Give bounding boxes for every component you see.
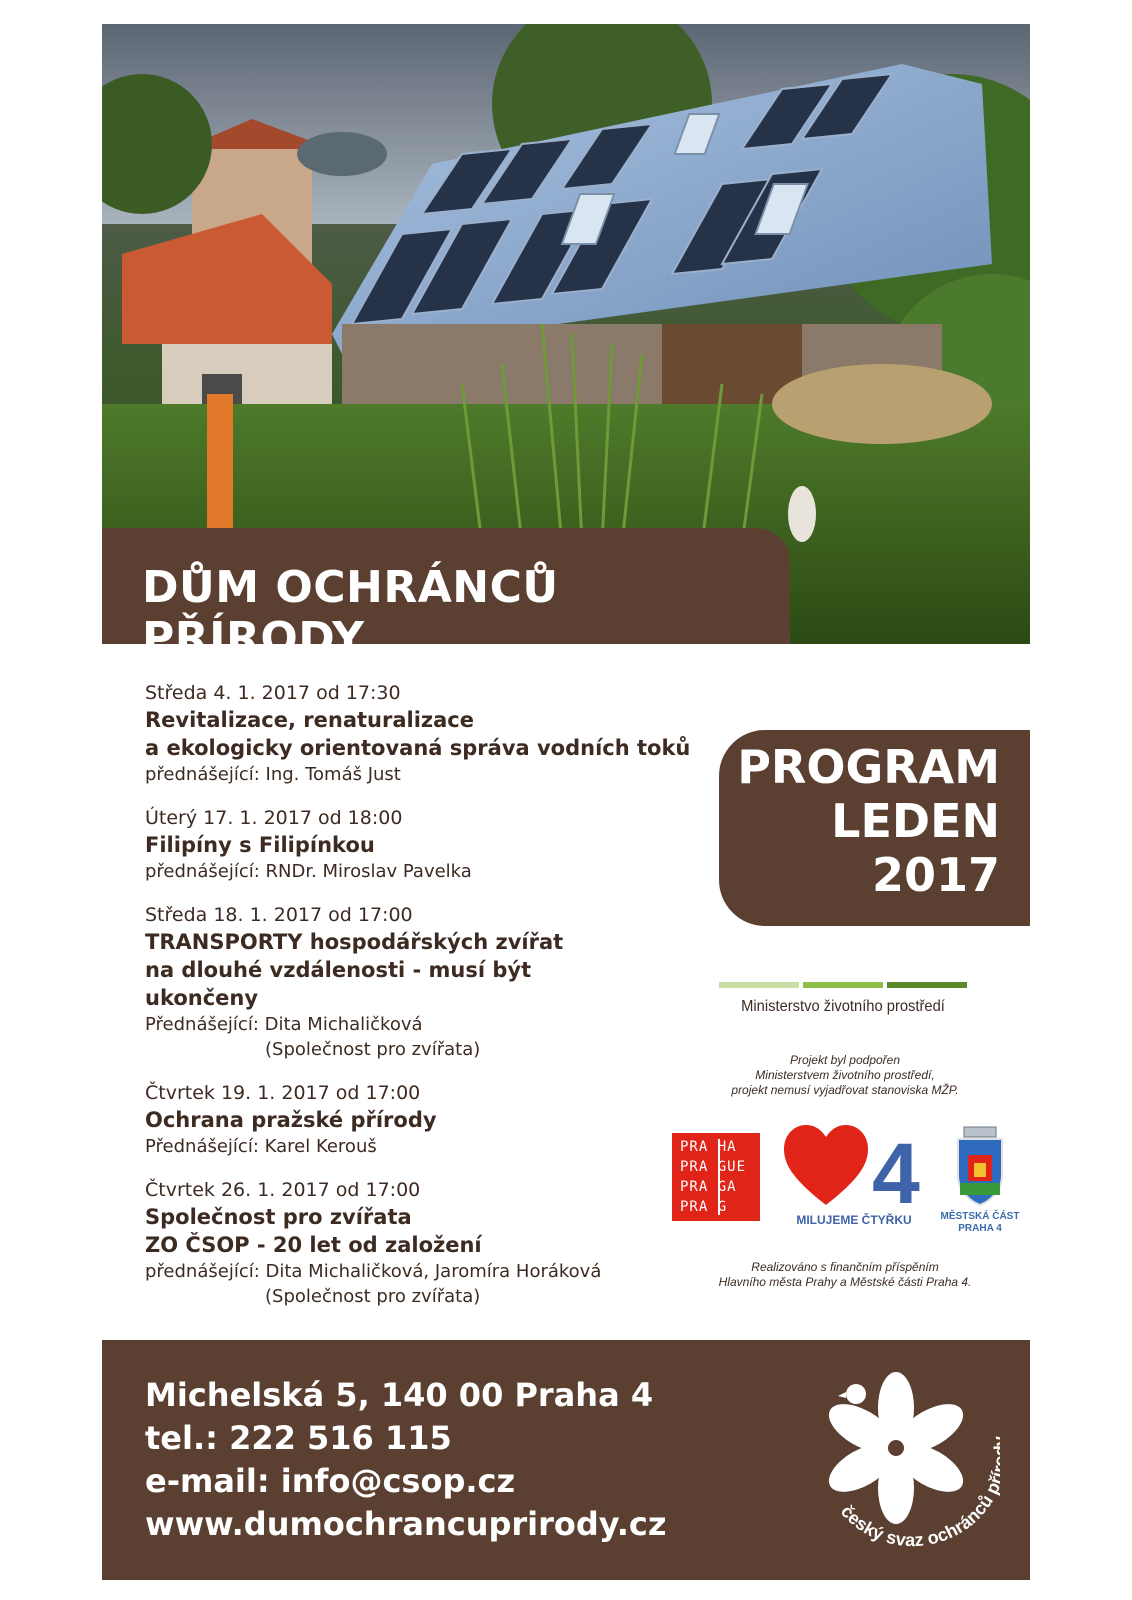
event-item	[145, 680, 705, 787]
praha-logo	[672, 1133, 760, 1221]
event-item	[145, 1177, 705, 1309]
website-link[interactable]: www.dumochrancuprirody.cz	[145, 1505, 667, 1543]
event-date: Středa 18. 1. 2017 od 17:00	[145, 904, 413, 926]
event-title: TRANSPORTY hospodářských zvířat	[145, 930, 564, 954]
email-link[interactable]: e-mail: info@csop.cz	[145, 1462, 516, 1500]
event-date: Čtvrtek 26. 1. 2017 od 17:00	[145, 1179, 421, 1201]
ministry-bar	[719, 982, 799, 988]
support-note	[700, 1053, 990, 1098]
page-title: DŮM OCHRÁNCŮ PŘÍRODY	[142, 562, 559, 664]
event-title: Filipíny s Filipínkou	[145, 833, 375, 857]
event-item	[145, 902, 705, 1062]
ministry-name: Ministerstvo životního prostředí	[741, 998, 945, 1015]
ministry-bar	[887, 982, 967, 988]
program-month: LEDEN	[831, 794, 1000, 848]
support-note-line: Ministerstvem životního prostředí,	[755, 1068, 935, 1082]
ministry-logo	[718, 982, 968, 1016]
contact-block	[145, 1374, 666, 1546]
event-title: Ochrana pražské přírody	[145, 1108, 437, 1132]
milujeme-ctyrku-logo	[784, 1125, 924, 1235]
program-year: 2017	[871, 848, 1000, 902]
ctyrka-label: MILUJEME ČTYŘKU	[796, 1213, 912, 1227]
event-date: Úterý 17. 1. 2017 od 18:00	[145, 807, 403, 829]
title-band	[102, 528, 790, 664]
csop-logo	[800, 1362, 1000, 1562]
phone-text: tel.: 222 516 115	[145, 1419, 452, 1457]
address-text: Michelská 5, 140 00 Praha 4	[145, 1376, 654, 1414]
event-title: ukončeny	[145, 986, 259, 1010]
event-title: ZO ČSOP - 20 let od založení	[145, 1233, 482, 1257]
event-title: Společnost pro zvířata	[145, 1205, 412, 1229]
funding-note-line: Realizováno s finančním příspěním	[751, 1260, 939, 1274]
program-badge	[719, 730, 1030, 926]
support-note-line: Projekt byl podpořen	[789, 1053, 901, 1067]
funding-note	[700, 1260, 990, 1290]
funding-note-line: Hlavního města Prahy a Městské části Praha 4.	[718, 1275, 972, 1289]
praha4-coat-of-arms-icon	[950, 1125, 1010, 1207]
event-lecturer: přednášející: Dita Michaličková, Jaromíra Horáková	[145, 1261, 602, 1282]
event-item	[145, 1080, 705, 1159]
csop-logo-text: český svaz ochránců	[836, 1491, 997, 1551]
event-date: Středa 4. 1. 2017 od 17:30	[145, 682, 401, 704]
ctyrka-digit: 4	[872, 1126, 920, 1211]
event-item	[145, 805, 705, 884]
praha-logo-row: PRA HA	[680, 1139, 737, 1155]
event-organization: (Společnost pro zvířata)	[265, 1039, 481, 1060]
heart-four-icon	[784, 1125, 924, 1211]
ministry-bar	[803, 982, 883, 988]
flower-bird-icon	[800, 1362, 1000, 1562]
event-title: a ekologicky orientovaná správa vodních toků	[145, 736, 691, 760]
event-date: Čtvrtek 19. 1. 2017 od 17:00	[145, 1082, 421, 1104]
event-lecturer: Přednášející: Karel Kerouš	[145, 1136, 377, 1157]
partner-logos	[672, 1125, 1032, 1235]
program-label: PROGRAM	[737, 740, 1000, 794]
praha4-logo	[934, 1125, 1026, 1235]
event-title: na dlouhé vzdálenosti - musí být	[145, 958, 532, 982]
event-lecturer: přednášející: RNDr. Miroslav Pavelka	[145, 861, 472, 882]
praha4-label-line: PRAHA 4	[958, 1223, 1002, 1234]
contact-footer	[102, 1340, 1030, 1580]
event-organization: (Společnost pro zvířata)	[265, 1286, 481, 1307]
events-list	[145, 680, 705, 1327]
event-lecturer: Přednášející: Dita Michaličková	[145, 1014, 423, 1035]
praha-logo-row: PRA GUE	[680, 1159, 747, 1175]
event-lecturer: přednášející: Ing. Tomáš Just	[145, 764, 401, 785]
event-title: Revitalizace, renaturalizace	[145, 708, 474, 732]
praha4-label-line: MĚSTSKÁ ČÁST	[940, 1211, 1020, 1222]
praha-logo-row: PRA GA	[680, 1179, 737, 1195]
ministry-color-bars	[718, 982, 968, 988]
support-note-line: projekt nemusí vyjadřovat stanoviska MŽP.	[731, 1083, 959, 1097]
praha-logo-row: PRA G	[680, 1199, 728, 1215]
